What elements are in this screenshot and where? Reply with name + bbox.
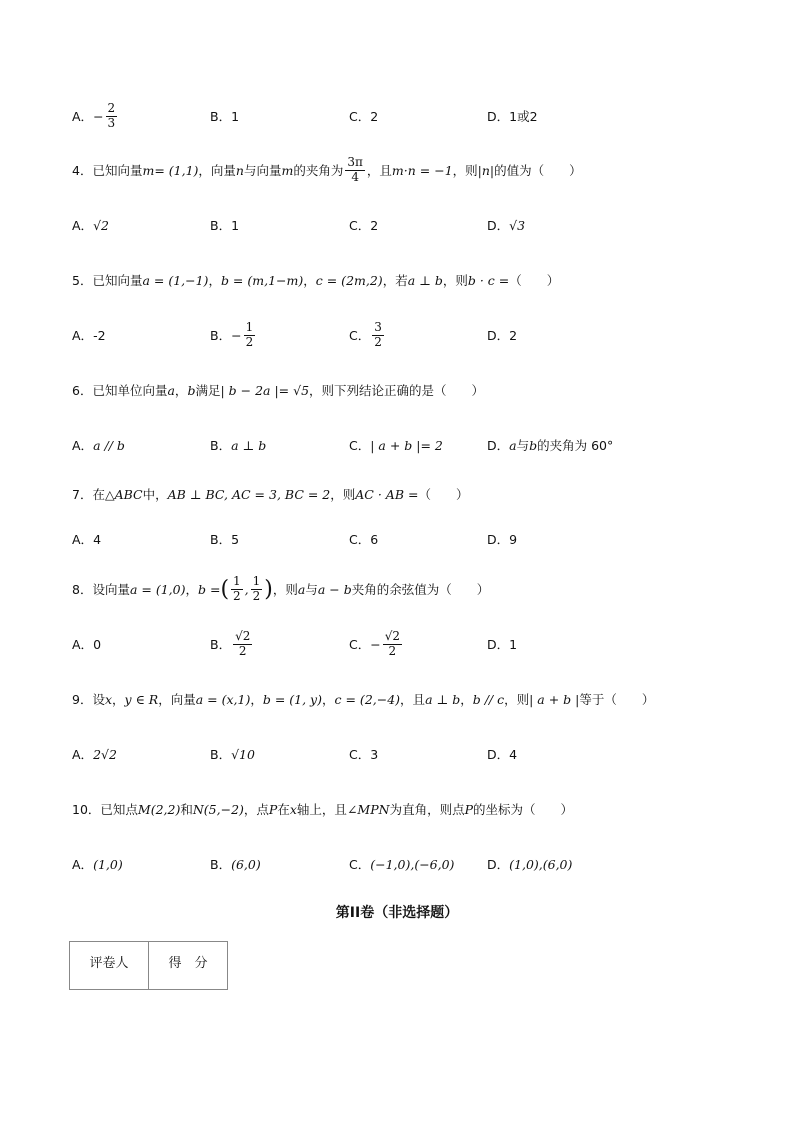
option-c: C． − $\frac{√2}{2}$ — [349, 629, 400, 658]
question-9-text: 9．设 x ， y ∈ R ，向量 a = (x,1) ， b = (1, y) ， c = (2,−4) ，且 a ⊥ b ， b // c ，则 | a + b | 等于（ ） — [72, 691, 655, 707]
question-7 — [0, 474, 794, 514]
option-a: A． -2 — [72, 327, 106, 343]
option-b: B． 1 — [210, 108, 240, 124]
option-d: D． 4 — [487, 746, 518, 762]
option-b: B． (6,0) — [210, 856, 261, 872]
q10-options — [0, 844, 794, 884]
option-b: B． 1 — [210, 217, 240, 233]
question-4-text: 4．已知向量 m = (1,1) ，向量 n 与向量 m 的夹角为 $\frac{3\pi}{4}$ ，且 m·n = −1 ，则 |n| 的值为（ ） — [72, 155, 582, 184]
option-b: B． − $\frac{1}{2}$ — [210, 320, 254, 349]
option-d: D． a 与 b 的夹角为 60° — [487, 437, 614, 453]
question-7-text: 7．在 △ABC 中， AB ⊥ BC, AC = 3, BC = 2 ，则 AC · AB = （ ） — [72, 486, 469, 502]
option-a: A． 0 — [72, 636, 102, 652]
grader-cell: 评卷人 — [70, 942, 149, 990]
q6-options — [0, 425, 794, 465]
question-8 — [0, 569, 794, 609]
option-a: A． √2 — [72, 217, 109, 233]
fraction: $\frac{1}{2}$ — [233, 574, 241, 603]
q5-options — [0, 315, 794, 355]
option-c: C． 2 — [349, 217, 379, 233]
option-b: B． $\frac{√2}{2}$ — [210, 629, 251, 658]
option-a: A． a // b — [72, 437, 125, 453]
fraction: $\frac{√2}{2}$ — [235, 629, 251, 658]
question-6-text: 6．已知单位向量 a ， b 满足 | b − 2a |= √5 ，则下列结论正确的是（ ） — [72, 382, 485, 398]
option-a: A． (1,0) — [72, 856, 123, 872]
angle-fraction: $\frac{3\pi}{4}$ — [347, 155, 363, 184]
option-c: C． 2 — [349, 108, 379, 124]
question-8-text: 8．设向量 a = (1,0) ， b = ( $\frac{1}{2}$ , $\frac{1}{2}$ ) ，则 a 与 a − b 夹角的余弦值为（ ） — [72, 574, 490, 603]
fraction: $\frac{1}{2}$ — [245, 320, 254, 349]
option-d: D． 9 — [487, 531, 518, 547]
option-c: C． 3 — [349, 746, 379, 762]
score-cell: 得 分 — [149, 942, 228, 990]
option-b: B． a ⊥ b — [210, 437, 267, 453]
option-a: A． 2√2 — [72, 746, 117, 762]
fraction: $\frac{2}{3}$ — [107, 101, 116, 130]
option-d: D． 1 — [487, 636, 518, 652]
fraction: $\frac{3}{2}$ — [374, 320, 382, 349]
q7-options — [0, 519, 794, 559]
option-c: C． 6 — [349, 531, 379, 547]
fraction: $\frac{√2}{2}$ — [384, 629, 400, 658]
option-a: A． 4 — [72, 531, 102, 547]
question-10 — [0, 789, 794, 829]
option-d: D． √3 — [487, 217, 526, 233]
option-b: B． √10 — [210, 746, 255, 762]
section-title: 第II卷（非选择题） — [335, 905, 459, 921]
question-4 — [0, 150, 794, 190]
fraction: $\frac{1}{2}$ — [252, 574, 261, 603]
option-c: C． $\frac{3}{2}$ — [349, 320, 382, 349]
question-5-text: 5．已知向量 a = (1,−1) ， b = (m,1−m) ， c = (2m,2) ，若 a ⊥ b ，则 b · c = （ ） — [72, 272, 560, 288]
q8-options — [0, 624, 794, 664]
q3-options — [0, 96, 794, 136]
option-a: A． − $\frac{2}{3}$ — [72, 101, 116, 130]
option-c: C． (−1,0),(−6,0) — [349, 856, 455, 872]
option-d: D． 2 — [487, 327, 518, 343]
question-5 — [0, 260, 794, 300]
option-c: C． | a + b |= 2 — [349, 437, 443, 453]
question-9 — [0, 679, 794, 719]
question-10-text: 10．已知点 M(2,2) 和 N(5,−2) ，点 P 在 x 轴上，且 ∠MPN 为直角，则点 P 的坐标为（ ） — [72, 801, 574, 817]
score-table — [69, 941, 228, 990]
option-d: D． 1或2 — [487, 109, 538, 124]
q4-options — [0, 205, 794, 245]
option-d: D． (1,0),(6,0) — [487, 856, 573, 872]
q9-options — [0, 734, 794, 774]
option-b: B． 5 — [210, 531, 240, 547]
question-6 — [0, 370, 794, 410]
